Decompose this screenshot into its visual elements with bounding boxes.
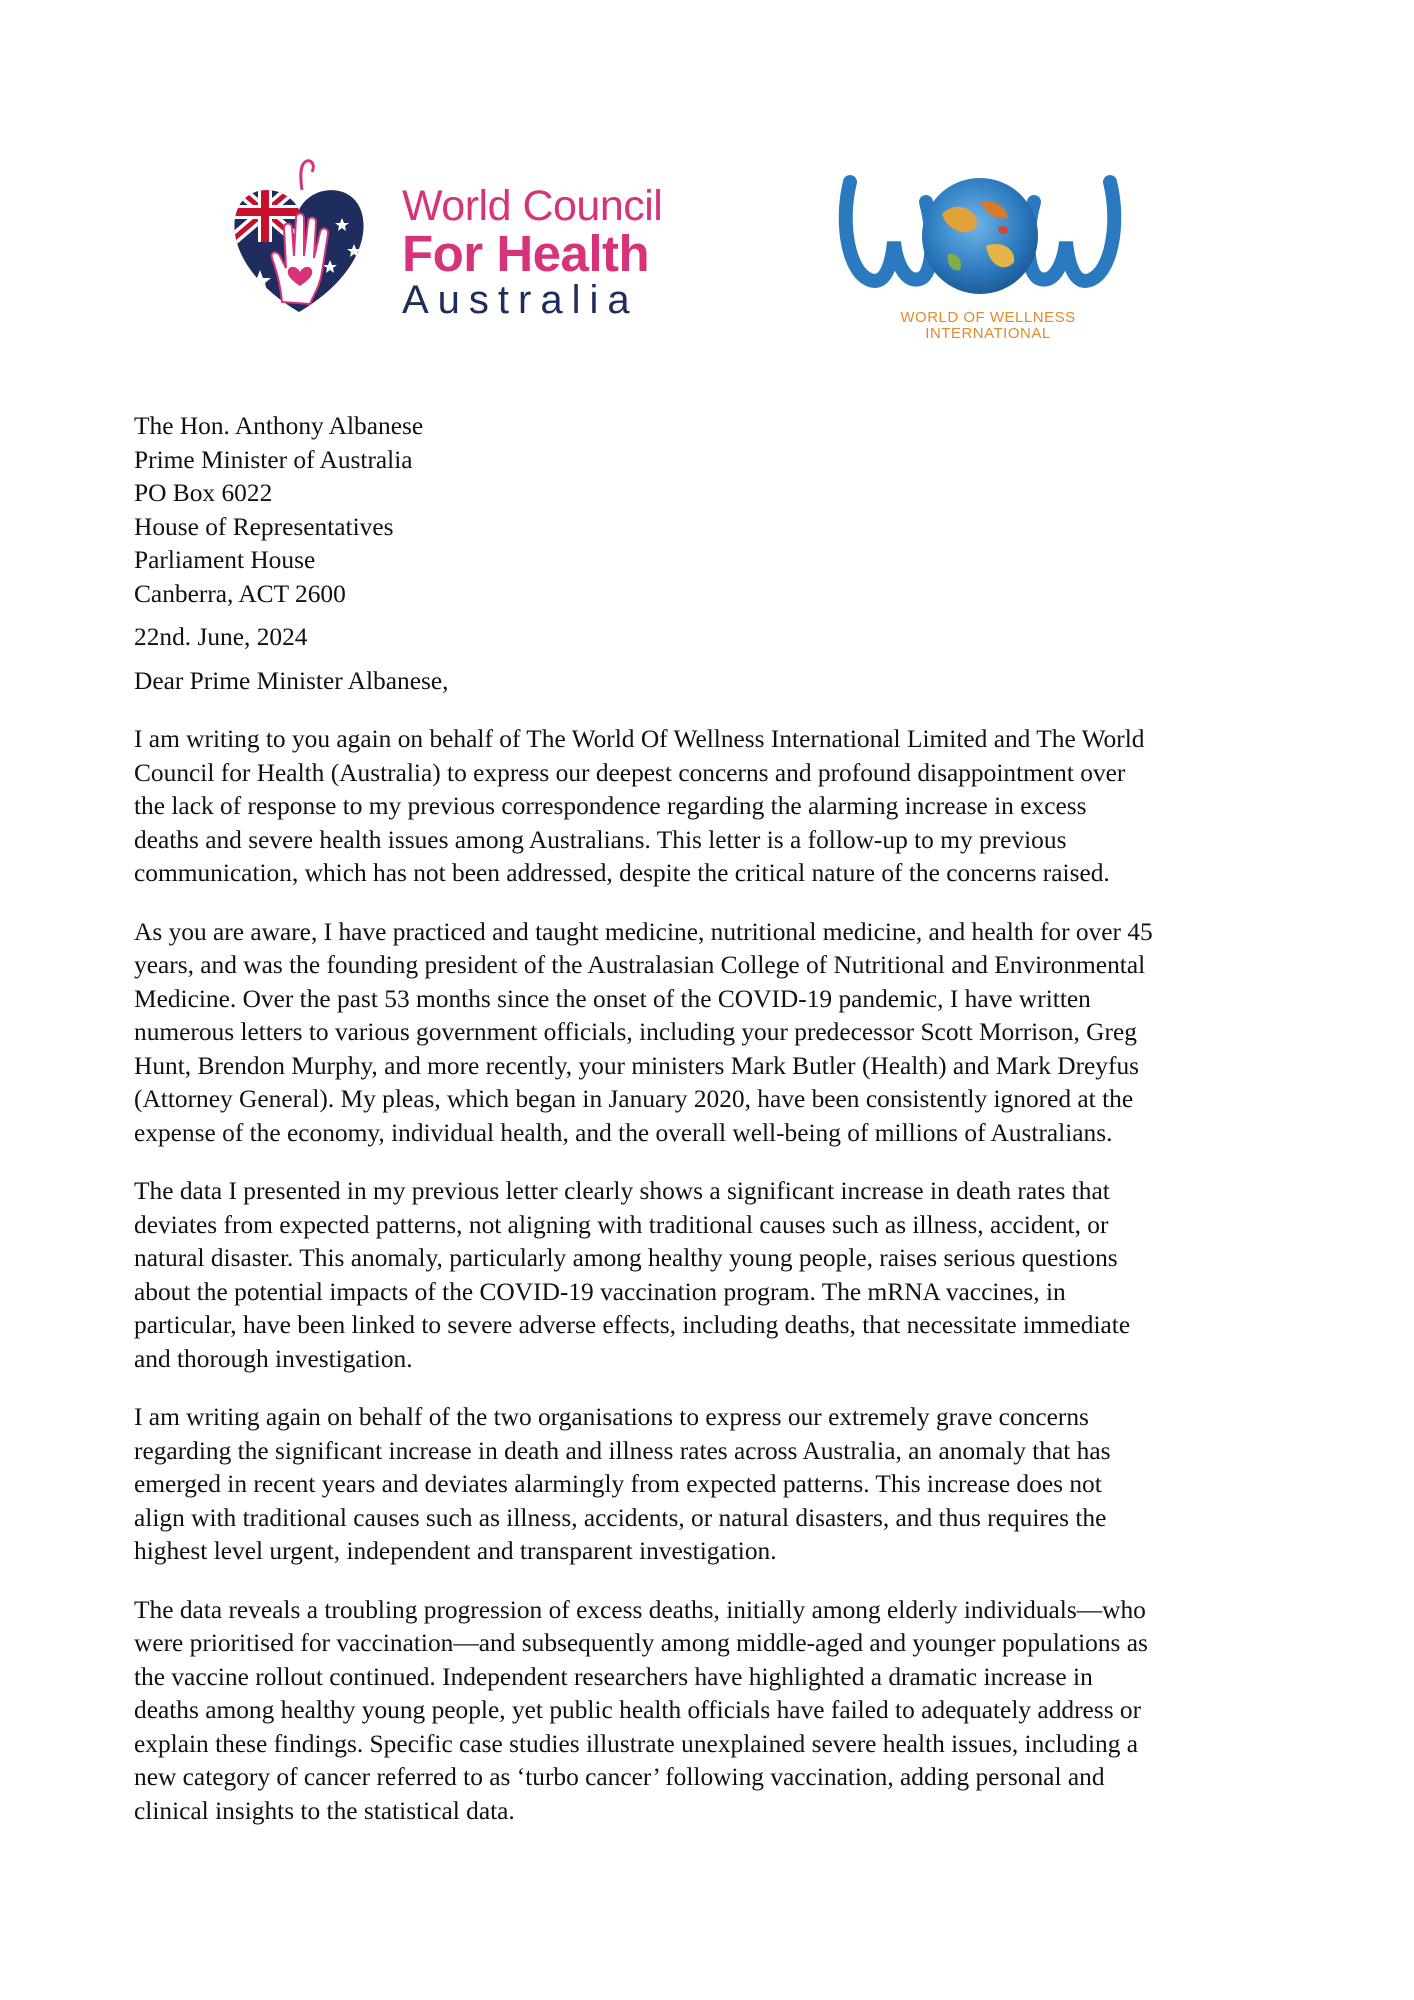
wow-name-line1: WORLD OF WELLNESS xyxy=(900,309,1076,326)
wch-logo xyxy=(230,152,680,322)
paragraph-line: years, and was the founding president of the Australasian College of Nutritional and Environmental xyxy=(134,951,1146,979)
paragraph-line: highest level urgent, independent and transparent investigation. xyxy=(134,1537,777,1565)
paragraph-line: new category of cancer referred to as ‘turbo cancer’ following vaccination, adding personal and xyxy=(134,1763,1105,1791)
paragraph-5 xyxy=(134,1594,1294,1829)
wow-globe-logo-icon xyxy=(830,162,1130,310)
wow-logo xyxy=(830,162,1150,342)
wch-name-line1: World Council xyxy=(402,182,663,230)
paragraph-3 xyxy=(134,1175,1294,1376)
paragraph-line: the lack of response to my previous correspondence regarding the alarming increase in excess xyxy=(134,792,1087,820)
paragraph-line: deviates from expected patterns, not aligning with traditional causes such as illness, accident, or xyxy=(134,1210,1109,1239)
paragraph-line: I am writing to you again on behalf of The World Of Wellness International Limited and The World xyxy=(134,725,1145,753)
paragraph-line: the vaccine rollout continued. Independent researchers have highlighted a dramatic increase in xyxy=(134,1662,1093,1691)
paragraph-line: particular, have been linked to severe adverse effects, including deaths, that necessitate immediate xyxy=(134,1311,1131,1339)
heart-hand-flag-emblem-icon xyxy=(230,152,368,322)
paragraph-line: communication, which has not been addressed, despite the critical nature of the concerns raised. xyxy=(134,859,1110,887)
paragraph-line: deaths and severe health issues among Australians. This letter is a follow-up to my previous xyxy=(134,825,1067,854)
paragraph-line: align with traditional causes such as illness, accidents, or natural disasters, and thus requires the xyxy=(134,1503,1107,1532)
paragraph-line: were prioritised for vaccination—and subsequently among middle-aged and younger populations as xyxy=(134,1629,1148,1657)
paragraph-line: explain these findings. Specific case studies illustrate unexplained severe health issues, including a xyxy=(134,1729,1139,1758)
recipient-address xyxy=(134,410,1294,611)
wch-name-line3: Australia xyxy=(402,278,639,322)
paragraph-line: emerged in recent years and deviates alarmingly from expected patterns. This increase does not xyxy=(134,1470,1102,1498)
paragraph-2 xyxy=(134,916,1294,1151)
paragraph-line: natural disaster. This anomaly, particularly among healthy young people, raises serious questions xyxy=(134,1244,1118,1272)
paragraph-1 xyxy=(134,723,1294,891)
letter-body xyxy=(134,410,1294,1828)
paragraph-line: expense of the economy, individual health, and the overall well-being of millions of Australians. xyxy=(134,1118,1113,1147)
address-line: Canberra, ACT 2600 xyxy=(134,579,346,608)
paragraph-line: numerous letters to various government officials, including your predecessor Scott Morrison, Greg xyxy=(134,1018,1137,1046)
paragraph-line: I am writing again on behalf of the two organisations to express our extremely grave concerns xyxy=(134,1403,1089,1431)
salutation: Dear Prime Minister Albanese, xyxy=(134,666,449,695)
wch-name-line2: For Health xyxy=(402,225,650,282)
paragraph-line: clinical insights to the statistical data. xyxy=(134,1796,515,1825)
paragraph-line: The data reveals a troubling progression of excess deaths, initially among elderly individuals—who xyxy=(134,1595,1146,1624)
paragraph-line: and thorough investigation. xyxy=(134,1344,413,1373)
paragraph-line: about the potential impacts of the COVID-19 vaccination program. The mRNA vaccines, in xyxy=(134,1277,1066,1306)
letter-date: 22nd. June, 2024 xyxy=(134,623,308,651)
address-line: Prime Minister of Australia xyxy=(134,445,413,474)
paragraph-line: As you are aware, I have practiced and taught medicine, nutritional medicine, and health for over 45 xyxy=(134,917,1153,946)
wow-name-line2: INTERNATIONAL xyxy=(925,325,1051,342)
paragraph-line: Medicine. Over the past 53 months since the onset of the COVID-19 pandemic, I have written xyxy=(134,984,1091,1013)
address-line: The Hon. Anthony Albanese xyxy=(134,412,424,440)
address-line: PO Box 6022 xyxy=(134,479,273,507)
paragraph-line: (Attorney General). My pleas, which began in January 2020, have been consistently ignored at the xyxy=(134,1085,1134,1113)
paragraph-line: regarding the significant increase in death and illness rates across Australia, an anomaly that has xyxy=(134,1436,1111,1465)
address-line: Parliament House xyxy=(134,546,316,574)
paragraph-line: deaths among healthy young people, yet public health officials have failed to adequately address or xyxy=(134,1696,1142,1724)
paragraph-line: The data I presented in my previous letter clearly shows a significant increase in death rates that xyxy=(134,1177,1110,1205)
paragraph-4 xyxy=(134,1401,1294,1569)
address-line: House of Representatives xyxy=(134,512,394,541)
paragraph-line: Hunt, Brendon Murphy, and more recently, your ministers Mark Butler (Health) and Mark Dreyfus xyxy=(134,1051,1140,1080)
paragraph-line: Council for Health (Australia) to express our deepest concerns and profound disappointment over xyxy=(134,758,1126,787)
